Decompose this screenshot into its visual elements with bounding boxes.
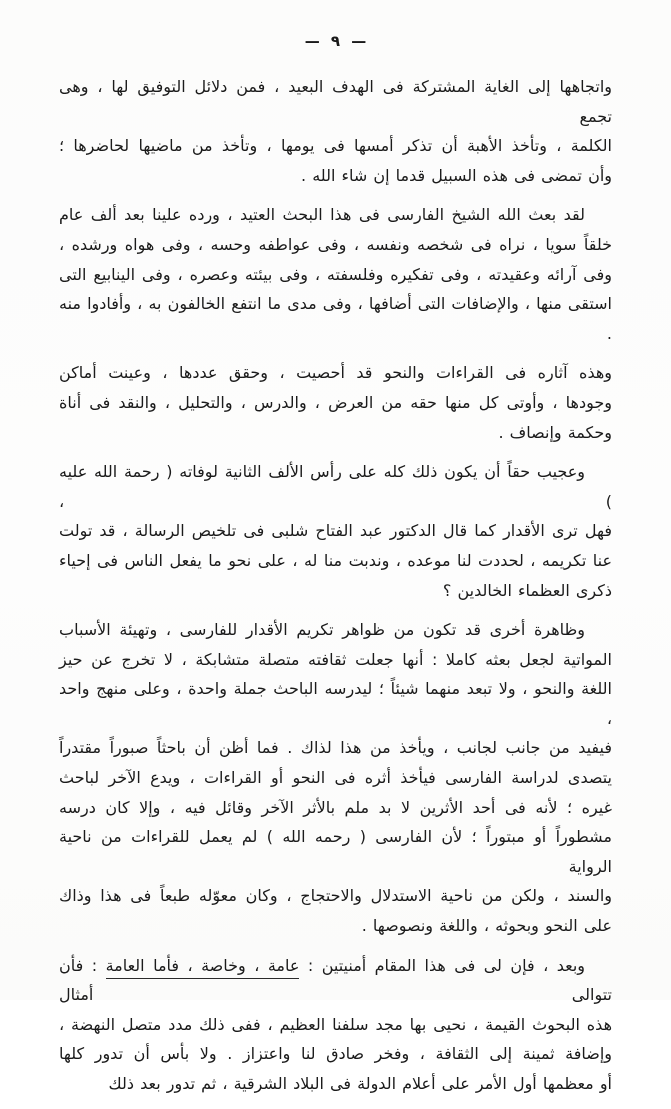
text-segment: : فأن تتوالى أمثال: [59, 955, 612, 1005]
text-line: وعجيب حقاً أن يكون ذلك كله على رأس الألف الثانية لوفاته ( رحمة الله عليه ) ،: [59, 462, 612, 511]
text-line: وفى آرائه وعقيدته ، وفى تفكيره وفلسفته ، وفى بيئته وعصره ، وفى الينابيع التى: [59, 264, 612, 284]
text-line: أو معظمها أول الأمر على أعلام الدولة فى البلاد الشرقية ، ثم تدور بعد ذلك: [108, 1074, 612, 1093]
paragraph-3: [59, 358, 612, 447]
text-line: ذكرى العظماء الخالدين ؟: [442, 580, 612, 600]
text-line: وظاهرة أخرى قد تكون من ظواهر تكريم الأقدار للفارسى ، وتهيئة الأسباب: [59, 620, 585, 640]
text-line: مشطوراً أو مبتوراً ؛ لأن الفارسى ( رحمه الله ) لم يعمل للقراءات من ناحية الرواية: [59, 827, 612, 876]
paragraph-4: [59, 457, 612, 605]
text-line: وهذه آثاره فى القراءات والنحو قد أحصيت ، وحقق عددها ، وعينت أماكن: [59, 363, 612, 383]
paragraph-2: [59, 200, 612, 348]
text-line: وأن تمضى فى هذه السبيل قدما إن شاء الله .: [301, 165, 612, 185]
text-line: وحكمة وإنصاف .: [498, 422, 612, 442]
text-line: فهل ترى الأقدار كما قال الدكتور عبد الفتاح شلبى فى تلخيص الرسالة ، قد تولت: [59, 521, 612, 541]
text-line: وجودها ، وأوتى كل منها حقه من العرض ، والدرس ، والتحليل ، والنقد فى أناة: [59, 392, 612, 412]
text-line: فيفيد من جانب لجانب ، ويأخذ من هذا لذاك . فما أظن أن باحثاً صبوراً مقتدراً: [59, 738, 612, 758]
text-line: اللغة والنحو ، ولا تبعد منهما شيئاً ؛ ليدرسه الباحث جملة واحدة ، وعلى منهج واحد ،: [59, 679, 612, 728]
text-line: هذه البحوث القيمة ، نحيى بها مجد سلفنا العظيم ، ففى ذلك مدد متصل النهضة ،: [59, 1014, 612, 1034]
text-line: خلقاً سويا ، نراه فى شخصه ونفسه ، وفى عواطفه وحسه ، وفى هواه ورشده ،: [59, 234, 612, 254]
page-number: — ٩ —: [304, 32, 367, 50]
paragraph-6: [59, 951, 612, 1099]
text-line: والسند ، ولكن من ناحية الاستدلال والاحتجاج ، وكان معوّله طبعاً فى هذا وذاك: [59, 886, 612, 906]
text-line: الكلمة ، وتأخذ الأهبة أن تذكر أمسها فى يومها ، وتأخذ من ماضيها لحاضرها ؛: [59, 136, 612, 156]
text-line: يتصدى لدراسة الفارسى فيأخذ أثره فى النحو أو القراءات ، ويدع الآخر لباحث: [59, 768, 612, 788]
text-line: [59, 951, 612, 1010]
text-line: وإضافة ثمينة إلى الثقافة ، وفخر صادق لنا واعتزاز . ولا بأس أن تدور كلها: [59, 1044, 612, 1064]
text-line: لقد بعث الله الشيخ الفارسى فى هذا البحث العتيد ، ورده علينا بعد ألف عام: [59, 205, 585, 225]
text-line: على النحو وبحوثه ، واللغة ونصوصها .: [361, 916, 612, 936]
text-line: غيره ؛ لأنه فى أحد الأثرين لا بد ملم بالأثر الآخر وقائل فيه ، وإلا كان درسه: [59, 797, 612, 817]
paragraph-5: [59, 615, 612, 941]
text-line: عنا تكريمه ، لحددت لنا موعده ، وندبت منا له ، على نحو ما يفعل الناس فى إحياء: [59, 550, 612, 570]
text-segment: وبعد ، فإن لى فى هذا المقام أمنيتين :: [299, 955, 586, 975]
underlined-phrase: عامة ، وخاصة ، فأما العامة: [106, 956, 300, 979]
page-text: [59, 72, 612, 1109]
text-line: واتجاهها إلى الغاية المشتركة فى الهدف البعيد ، فمن دلائل التوفيق لها ، وهى تجمع: [59, 77, 612, 126]
text-line: استقى منها ، والإضافات التى أضافها ، وفى مدى ما انتفع الخالفون به ، وأفادوا منه .: [59, 294, 612, 343]
paragraph-1: [59, 72, 612, 190]
text-line: المواتية لجعل بعثه كاملا : أنها جعلت ثقافته متصلة متشابكة ، لا تخرج عن حيز: [59, 649, 612, 669]
